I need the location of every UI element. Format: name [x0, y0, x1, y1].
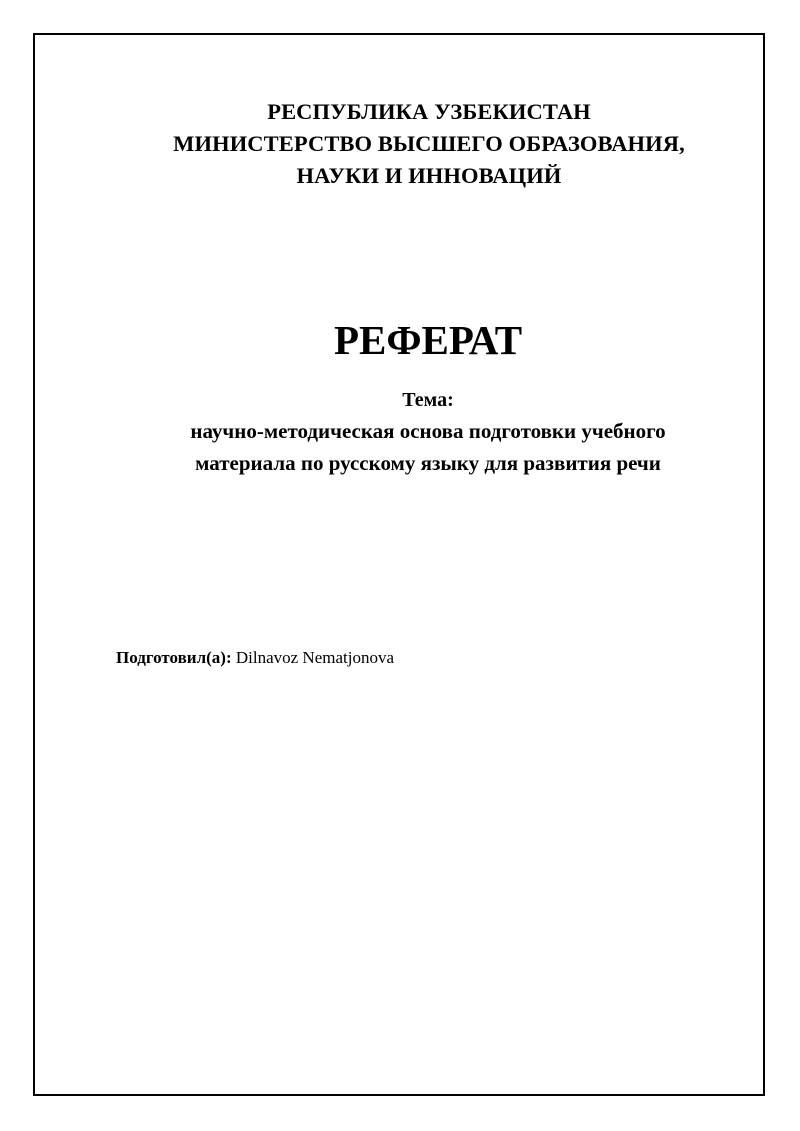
author-name: Dilnavoz Nematjonova: [235, 648, 395, 667]
header-line-ministry: МИНИСТЕРСТВО ВЫСШЕГО ОБРАЗОВАНИЯ,: [173, 131, 685, 156]
page-border: [33, 33, 765, 1096]
topic-block: [0, 385, 800, 479]
author-line: [116, 646, 394, 670]
topic-label: Тема:: [402, 389, 454, 411]
document-title: РЕФЕРАТ: [333, 317, 523, 363]
topic-line-1: научно-методическая основа подготовки учебного: [190, 419, 666, 443]
header-line-country: РЕСПУБЛИКА УЗБЕКИСТАН: [267, 99, 591, 124]
author-label: Подготовил(а):: [116, 648, 232, 667]
header-line-ministry-cont: НАУКИ И ИННОВАЦИЙ: [296, 163, 562, 188]
institution-header: [0, 96, 800, 192]
topic-line-2: материала по русскому языку для развития речи: [195, 451, 661, 475]
